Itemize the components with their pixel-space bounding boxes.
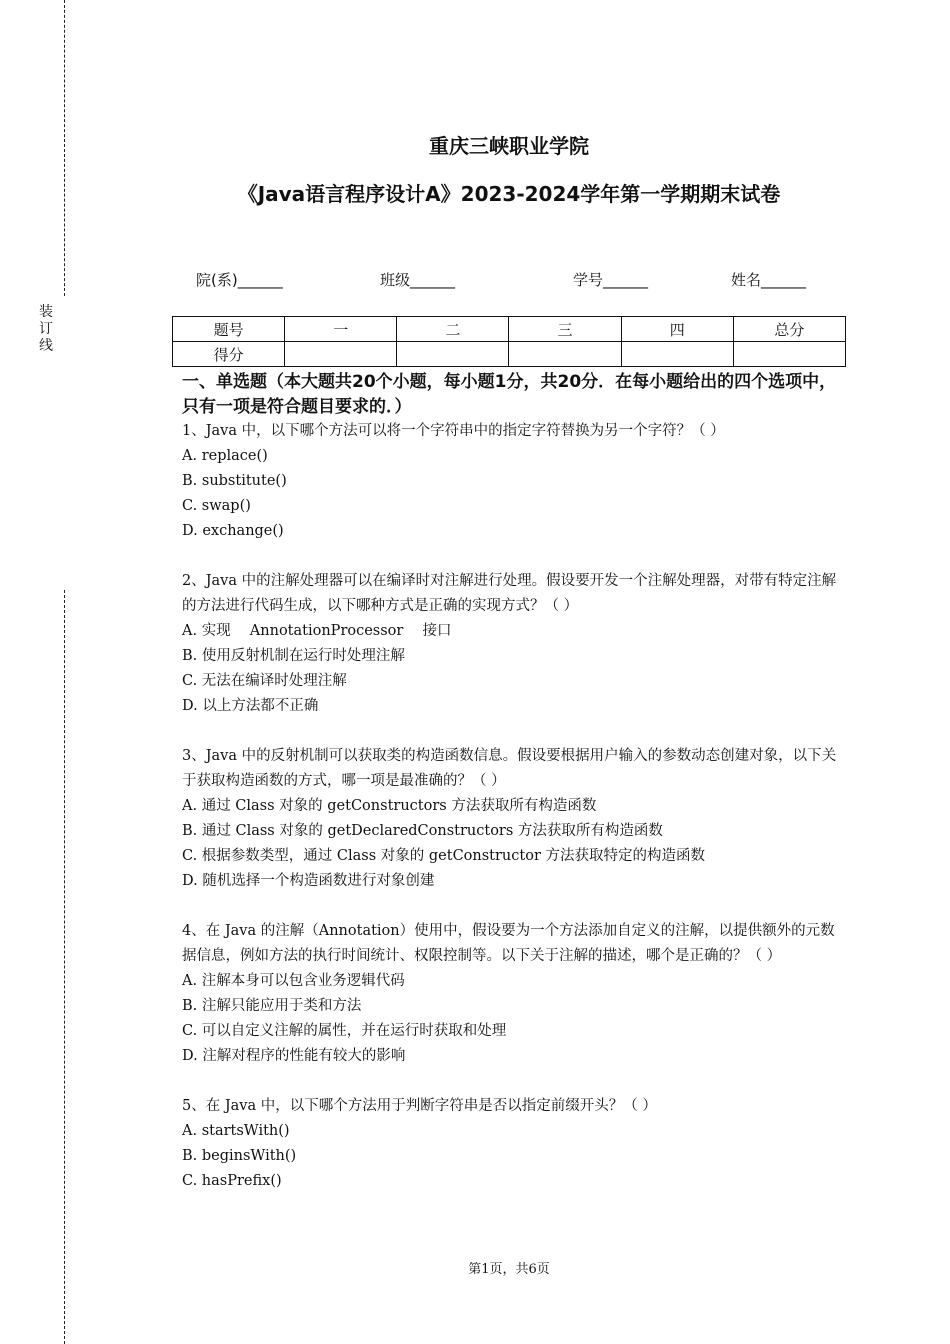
question-5	[182, 1094, 842, 1194]
page-footer: 第1页，共6页	[468, 1262, 550, 1277]
question-option: D. exchange()	[182, 523, 284, 539]
question-option: C. hasPrefix()	[182, 1173, 282, 1189]
class-field: 班级______	[380, 271, 456, 289]
student-id-field: 学号______	[573, 271, 649, 289]
score-blank-cell	[285, 342, 397, 367]
score-table-score-row	[173, 342, 846, 367]
score-table-cell: 二	[397, 317, 509, 342]
question-stem: 1、Java 中，以下哪个方法可以将一个字符串中的指定字符替换为另一个字符？（ ）	[182, 423, 725, 439]
question-option: C. 根据参数类型，通过 Class 对象的 getConstructor 方法获取特定的构造函数	[182, 848, 705, 864]
question-option: B. 通过 Class 对象的 getDeclaredConstructors 方法获取所有构造函数	[182, 823, 663, 839]
question-option: B. 使用反射机制在运行时处理注解	[182, 648, 405, 664]
question-list	[182, 419, 842, 1219]
score-table-cell: 总分	[733, 317, 845, 342]
exam-title: 《Java语言程序设计A》2023-2024学年第一学期期末试卷	[237, 182, 781, 206]
question-option: D. 以上方法都不正确	[182, 698, 319, 714]
score-blank-cell	[733, 342, 845, 367]
score-table	[172, 316, 846, 367]
question-2	[182, 569, 842, 719]
question-option: C. 可以自定义注解的属性，并在运行时获取和处理	[182, 1023, 507, 1039]
question-option: A. 通过 Class 对象的 getConstructors 方法获取所有构造函数	[182, 798, 597, 814]
question-3	[182, 744, 842, 894]
question-stem: 2、Java 中的注解处理器可以在编译时对注解进行处理。假设要开发一个注解处理器，对带有特定注解的方法进行代码生成，以下哪种方式是正确的实现方式？（ ）	[182, 573, 837, 614]
department-field: 院(系)______	[196, 271, 283, 289]
question-option: C. 无法在编译时处理注解	[182, 673, 347, 689]
question-option: B. substitute()	[182, 473, 287, 489]
question-option: A. startsWith()	[182, 1123, 290, 1139]
school-name: 重庆三峡职业学院	[429, 134, 589, 158]
binding-label-char: 订	[39, 321, 53, 337]
question-stem: 3、Java 中的反射机制可以获取类的构造函数信息。假设要根据用户输入的参数动态创建对象，以下关于获取构造函数的方式，哪一项是最准确的？（ ）	[182, 748, 837, 789]
score-blank-cell	[397, 342, 509, 367]
question-option: A. 注解本身可以包含业务逻辑代码	[182, 973, 405, 989]
question-1	[182, 419, 842, 544]
question-option: A. 实现 AnnotationProcessor 接口	[182, 623, 452, 639]
score-blank-cell	[621, 342, 733, 367]
name-field: 姓名______	[731, 271, 807, 289]
score-table-header-row	[173, 317, 846, 342]
binding-label-char: 装	[39, 304, 53, 320]
binding-label-char: 线	[39, 338, 53, 354]
question-option: D. 注解对程序的性能有较大的影响	[182, 1048, 406, 1064]
question-option: A. replace()	[182, 448, 268, 464]
score-blank-cell	[509, 342, 621, 367]
binding-label	[37, 304, 55, 355]
question-stem: 4、在 Java 的注解（Annotation）使用中，假设要为一个方法添加自定义的注解，以提供额外的元数据信息，例如方法的执行时间统计、权限控制等。以下关于注解的描述，哪个是正确的？（ ）	[182, 923, 835, 964]
question-option: B. beginsWith()	[182, 1148, 297, 1164]
question-option: B. 注解只能应用于类和方法	[182, 998, 362, 1014]
score-table-cell: 题号	[173, 317, 285, 342]
question-option: D. 随机选择一个构造函数进行对象创建	[182, 873, 435, 889]
score-table-cell: 四	[621, 317, 733, 342]
question-4	[182, 919, 842, 1069]
score-table-cell: 三	[509, 317, 621, 342]
binding-line-bottom	[64, 590, 65, 1344]
question-option: C. swap()	[182, 498, 251, 514]
question-stem: 5、在 Java 中，以下哪个方法用于判断字符串是否以指定前缀开头？（ ）	[182, 1098, 657, 1114]
score-table-cell: 一	[285, 317, 397, 342]
section-heading: 一、单选题（本大题共20个小题，每小题1分，共20分．在每小题给出的四个选项中，只有一项是符合题目要求的．）	[182, 372, 837, 417]
score-table-cell: 得分	[173, 342, 285, 367]
